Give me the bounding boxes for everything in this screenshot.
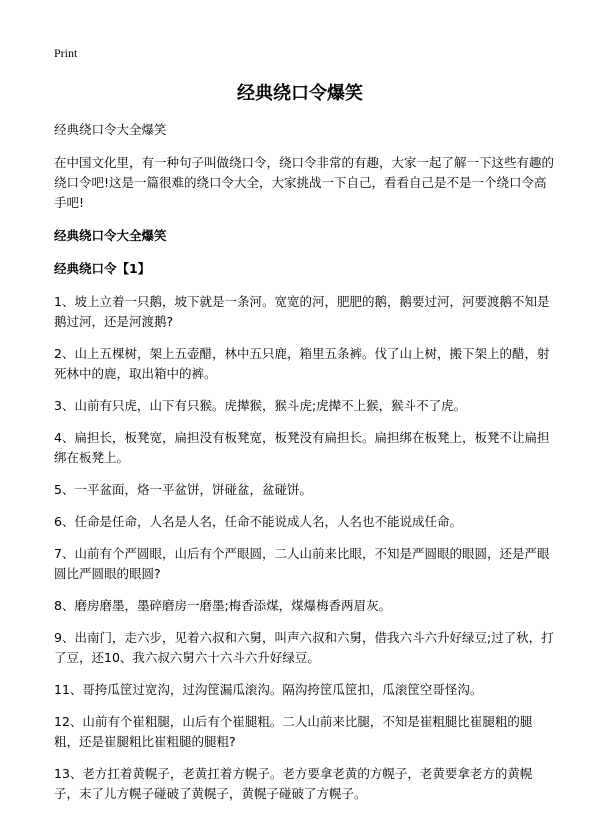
tongue-twister-item: 11、哥挎瓜筐过宽沟，过沟筐漏瓜滚沟。隔沟挎筐瓜筐扣，瓜滚筐空哥怪沟。 xyxy=(54,682,483,697)
article-body xyxy=(54,120,554,816)
tongue-twister-item: 1、坡上立着一只鹅，坡下就是一条河。宽宽的河，肥肥的鹅，鹅要过河，河要渡鹅不知是鹅过河，还是河渡鹅? xyxy=(54,294,550,329)
section-heading-1: 经典绕口令【1】 xyxy=(54,261,151,276)
tongue-twister-item: 8、磨房磨墨，墨碎磨房一磨墨;梅香添煤，煤爆梅香两眉灰。 xyxy=(54,598,392,613)
tongue-twister-item: 2、山上五棵树，架上五壶醋，林中五只鹿，箱里五条裤。伐了山上树，搬下架上的醋，射死林中的鹿，取出箱中的裤。 xyxy=(54,346,550,381)
page-title: 经典绕口令爆笑 xyxy=(237,83,363,104)
tongue-twister-item: 9、出南门，走六步，见着六叔和六舅，叫声六叔和六舅，借我六斗六升好绿豆;过了秋，打了豆，还10、我六叔六舅六十六斗六升好绿豆。 xyxy=(54,630,554,665)
tongue-twister-item: 3、山前有只虎，山下有只猴。虎撵猴，猴斗虎;虎撵不上猴，猴斗不了虎。 xyxy=(54,398,467,413)
section-heading-main: 经典绕口令大全爆笑 xyxy=(54,228,167,243)
tongue-twister-item: 6、任命是任命，人名是人名，任命不能说成人名，人名也不能说成任命。 xyxy=(54,514,462,529)
tongue-twister-item: 13、老方扛着黄幌子，老黄扛着方幌子。老方要拿老黄的方幌子，老黄要拿老方的黄幌子，末了儿方幌子碰破了黄幌子，黄幌子碰破了方幌子。 xyxy=(54,766,533,801)
tongue-twister-item: 12、山前有个崔粗腿，山后有个崔腿粗。二人山前来比腿，不知是崔粗腿比崔腿粗的腿粗，还是崔腿粗比崔粗腿的腿粗? xyxy=(54,714,533,749)
article-subtitle: 经典绕口令大全爆笑 xyxy=(54,122,167,137)
intro-paragraph: 在中国文化里，有一种句子叫做绕口令，绕口令非常的有趣，大家一起了解一下这些有趣的绕口令吧!这是一篇很难的绕口令大全，大家挑战一下自己，看看自己是不是一个绕口令高手吧! xyxy=(54,155,555,210)
tongue-twister-item: 5、一平盆面，烙一平盆饼，饼碰盆，盆碰饼。 xyxy=(54,482,312,497)
print-link[interactable]: Print xyxy=(54,46,78,60)
tongue-twister-item: 4、扁担长，板凳宽，扁担没有板凳宽，板凳没有扁担长。扁担绑在板凳上，板凳不让扁担绑在板凳上。 xyxy=(54,430,550,465)
tongue-twister-item: 7、山前有个严圆眼，山后有个严眼圆，二人山前来比眼，不知是严圆眼的眼圆，还是严眼圆比严圆眼的眼圆? xyxy=(54,546,550,581)
